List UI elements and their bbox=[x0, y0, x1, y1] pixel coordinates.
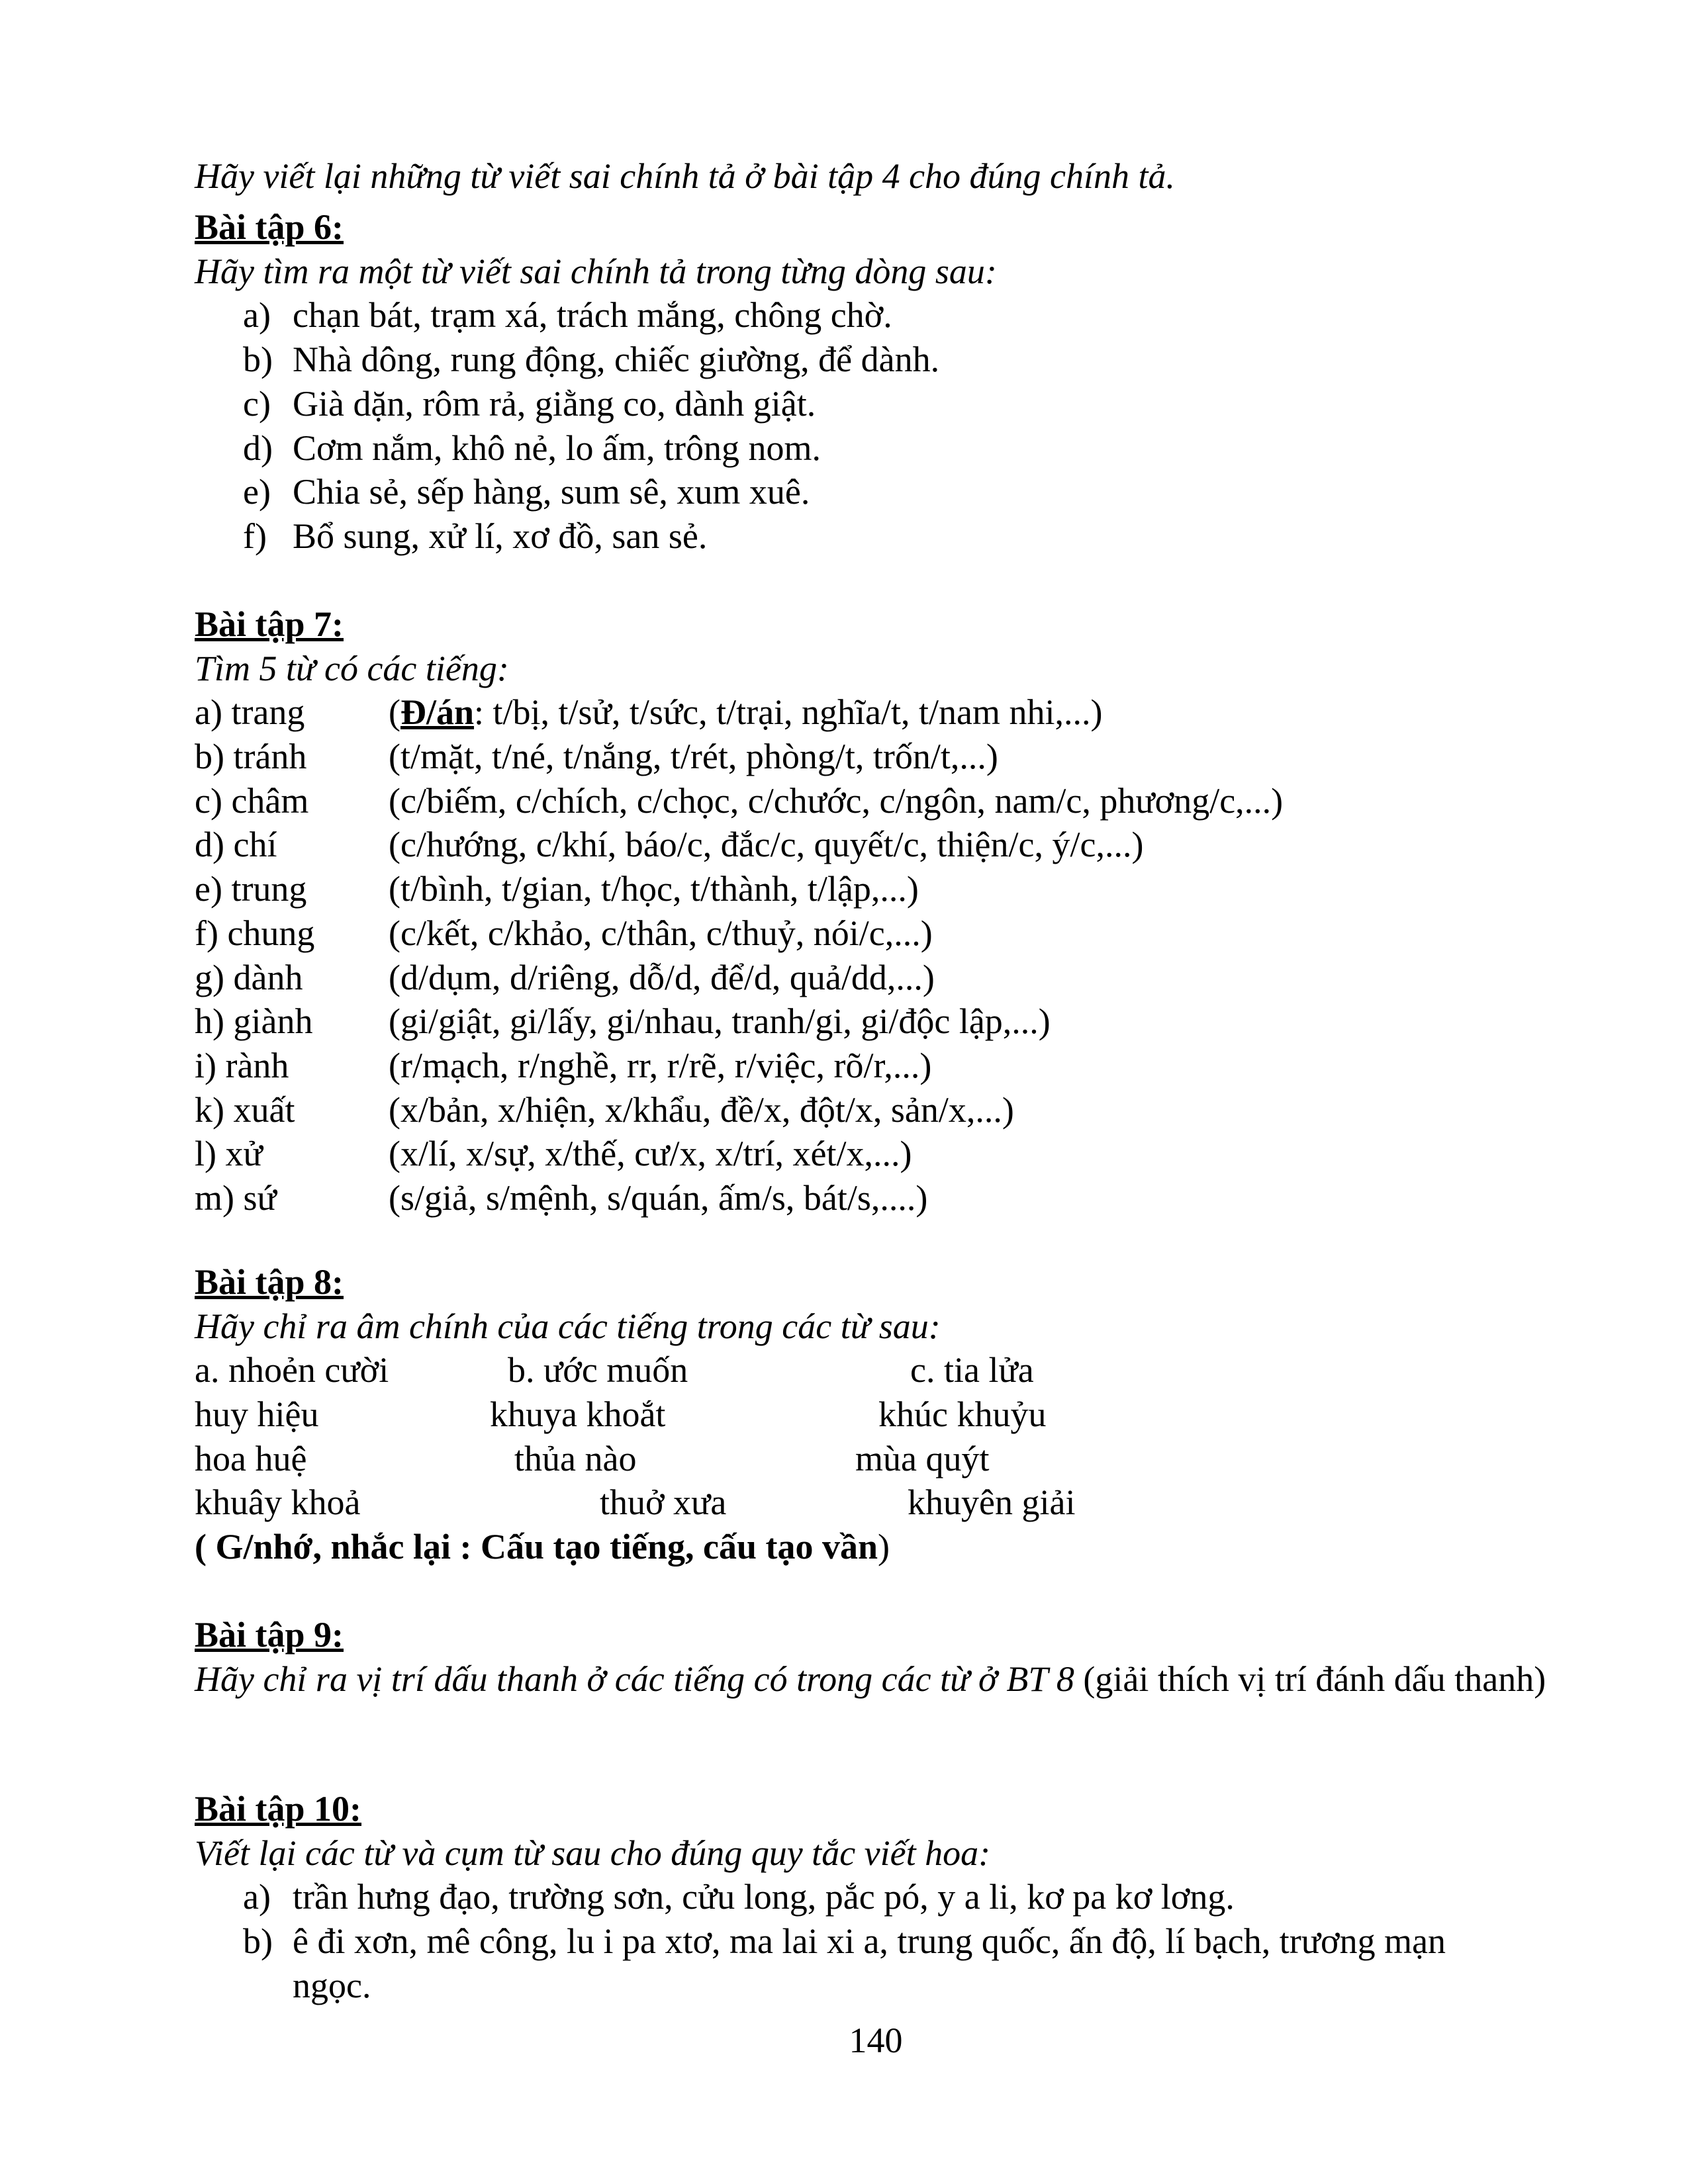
list-item bbox=[195, 1875, 1552, 1919]
list-item bbox=[195, 867, 1552, 911]
item-label: i) rành bbox=[195, 1045, 289, 1085]
word-row bbox=[195, 1437, 1552, 1481]
item-label: b) tránh bbox=[195, 737, 307, 777]
item-text: Cơm nắm, khô nẻ, lo ấm, trông nom. bbox=[293, 428, 821, 468]
item-label: f) chung bbox=[195, 913, 315, 953]
item-text: trần hưng đạo, trường sơn, cửu long, pắc pó, y a li, kơ pa kơ lơng. bbox=[293, 1877, 1235, 1917]
item-text: (s/giả, s/mệnh, s/quán, ấm/s, bát/s,....) bbox=[389, 1177, 928, 1218]
list-item bbox=[195, 1919, 1552, 2007]
list-item bbox=[195, 470, 1552, 514]
exercise-8 bbox=[195, 1260, 1552, 1569]
list-item bbox=[195, 1044, 1552, 1088]
exercise-8-note bbox=[195, 1525, 1552, 1569]
list-item bbox=[195, 338, 1552, 382]
list-item bbox=[195, 514, 1552, 559]
exercise-9-instruction bbox=[195, 1657, 1552, 1702]
list-item bbox=[195, 999, 1552, 1044]
note-bold-text: ( G/nhớ, nhắc lại : Cấu tạo tiếng, cấu tạo vần bbox=[195, 1527, 878, 1567]
item-text: (c/hướng, c/khí, báo/c, đắc/c, quyết/c, thiện/c, ý/c,...) bbox=[389, 825, 1144, 865]
exercise-7 bbox=[195, 602, 1552, 1220]
word-cell: mùa quýt bbox=[855, 1438, 990, 1479]
item-text: (gi/giật, gi/lấy, gi/nhau, tranh/gi, gi/độc lập,...) bbox=[389, 1001, 1051, 1042]
list-item bbox=[195, 690, 1552, 735]
item-label: e) trung bbox=[195, 869, 307, 909]
list-item bbox=[195, 1132, 1552, 1176]
list-item bbox=[195, 1176, 1552, 1220]
word-cell: khuây khoả bbox=[195, 1482, 361, 1523]
item-label: a) bbox=[243, 1877, 271, 1917]
word-cell: c. tia lửa bbox=[910, 1350, 1034, 1390]
answer-text: : t/bị, t/sử, t/sức, t/trại, nghĩa/t, t/nam nhi,...) bbox=[474, 692, 1103, 733]
exercise-7-title: Bài tập 7: bbox=[195, 604, 344, 644]
word-cell: a. nhoẻn cười bbox=[195, 1350, 389, 1390]
word-cell: khuyên giải bbox=[908, 1482, 1076, 1523]
item-label: f) bbox=[243, 516, 267, 556]
item-label: g) dành bbox=[195, 957, 303, 997]
item-text: ê đi xơn, mê công, lu i pa xtơ, ma lai xi a, trung quốc, ấn độ, lí bạch, trương mạn ngọc. bbox=[293, 1921, 1446, 2005]
exercise-9-title: Bài tập 9: bbox=[195, 1615, 344, 1655]
item-label: a) trang bbox=[195, 692, 305, 733]
item-text: (c/kết, c/khảo, c/thân, c/thuỷ, nói/c,...) bbox=[389, 913, 933, 953]
list-item bbox=[195, 293, 1552, 338]
item-label: b) bbox=[243, 1921, 273, 1962]
word-row bbox=[195, 1348, 1552, 1392]
item-label: k) xuất bbox=[195, 1089, 295, 1130]
item-text: (t/mặt, t/né, t/nắng, t/rét, phòng/t, trốn/t,...) bbox=[389, 737, 998, 777]
item-text: chạn bát, trạm xá, trách mắng, chông chờ. bbox=[293, 295, 892, 336]
item-text: (d/dụm, d/riêng, dỗ/d, để/d, quả/dd,...) bbox=[389, 957, 935, 997]
item-text: Chia sẻ, sếp hàng, sum sê, xum xuê. bbox=[293, 472, 810, 512]
exercise-10 bbox=[195, 1787, 1552, 2008]
exercise-8-instruction: Hãy chỉ ra âm chính của các tiếng trong các từ sau: bbox=[195, 1306, 941, 1346]
word-cell: huy hiệu bbox=[195, 1394, 319, 1435]
intro-instruction: Hãy viết lại những từ viết sai chính tả ở bài tập 4 cho đúng chính tả. bbox=[195, 156, 1176, 196]
exercise-9 bbox=[195, 1613, 1552, 1701]
list-item bbox=[195, 779, 1552, 823]
list-item bbox=[195, 426, 1552, 471]
instruction-note: (giải thích vị trí đánh dấu thanh) bbox=[1074, 1659, 1546, 1699]
exercise-6-title: Bài tập 6: bbox=[195, 207, 344, 247]
item-label: m) sứ bbox=[195, 1177, 277, 1218]
list-item bbox=[195, 823, 1552, 867]
word-cell: khúc khuỷu bbox=[878, 1394, 1047, 1435]
list-item bbox=[195, 911, 1552, 956]
item-label: a) bbox=[243, 295, 271, 336]
item-text: (x/bản, x/hiện, x/khẩu, đề/x, đột/x, sản/x,...) bbox=[389, 1089, 1014, 1130]
item-label: e) bbox=[243, 472, 271, 512]
page-number: 140 bbox=[849, 2021, 903, 2060]
item-text: Bổ sung, xử lí, xơ đồ, san sẻ. bbox=[293, 516, 708, 556]
answer-label: Đ/án bbox=[400, 692, 475, 733]
exercise-10-title: Bài tập 10: bbox=[195, 1789, 362, 1829]
list-item bbox=[195, 1088, 1552, 1132]
item-label: d) chí bbox=[195, 825, 277, 865]
word-cell: thuở xưa bbox=[600, 1482, 727, 1523]
exercise-7-instruction: Tìm 5 từ có các tiếng: bbox=[195, 648, 509, 688]
note-close-paren: ) bbox=[878, 1527, 890, 1567]
item-text bbox=[389, 690, 1103, 735]
item-label: h) giành bbox=[195, 1001, 313, 1042]
item-label: c) châm bbox=[195, 780, 309, 821]
item-text: (x/lí, x/sự, x/thế, cư/x, x/trí, xét/x,...) bbox=[389, 1134, 912, 1174]
exercise-6 bbox=[195, 205, 1552, 559]
word-cell: hoa huệ bbox=[195, 1438, 307, 1479]
item-text: Già dặn, rôm rả, giằng co, dành giật. bbox=[293, 383, 816, 424]
item-label: b) bbox=[243, 340, 273, 380]
item-label: c) bbox=[243, 383, 271, 424]
exercise-10-instruction: Viết lại các từ và cụm từ sau cho đúng quy tắc viết hoa: bbox=[195, 1833, 991, 1873]
item-label: l) xử bbox=[195, 1134, 263, 1174]
item-text: (t/bình, t/gian, t/học, t/thành, t/lập,...) bbox=[389, 869, 919, 909]
word-cell: b. ước muốn bbox=[508, 1350, 688, 1390]
item-text: (c/biếm, c/chích, c/chọc, c/chước, c/ngôn, nam/c, phương/c,...) bbox=[389, 780, 1284, 821]
word-row bbox=[195, 1392, 1552, 1437]
item-text: Nhà dông, rung động, chiếc giường, để dành. bbox=[293, 340, 940, 380]
list-item bbox=[195, 735, 1552, 779]
list-item bbox=[195, 956, 1552, 1000]
exercise-6-instruction: Hãy tìm ra một từ viết sai chính tả trong từng dòng sau: bbox=[195, 251, 997, 291]
list-item bbox=[195, 382, 1552, 426]
item-label: d) bbox=[243, 428, 273, 468]
item-text: (r/mạch, r/nghề, rr, r/rẽ, r/việc, rõ/r,...) bbox=[389, 1045, 932, 1085]
exercise-8-title: Bài tập 8: bbox=[195, 1262, 344, 1302]
open-paren: ( bbox=[389, 692, 400, 733]
instruction-italic: Hãy chỉ ra vị trí dấu thanh ở các tiếng có trong các từ ở BT 8 bbox=[195, 1659, 1074, 1699]
word-cell: thủa nào bbox=[514, 1438, 637, 1479]
word-cell: khuya khoắt bbox=[490, 1394, 666, 1435]
word-row bbox=[195, 1480, 1552, 1525]
